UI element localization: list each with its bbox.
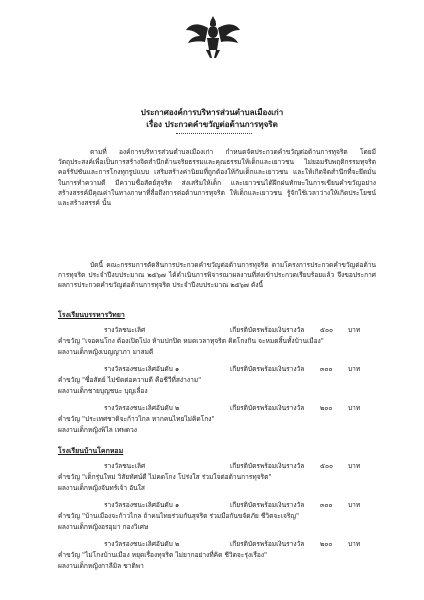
award-rank: รางวัลชนะเลิศ [104, 326, 146, 334]
award-amount: ๒๐๐ [320, 404, 333, 412]
award-amount: ๓๐๐ [320, 365, 333, 373]
award-winner: ผลงานเด็กหญิงพิไล เทพดวง [58, 426, 137, 434]
award-winner: ผลงานเด็กหญิงกาลีมิล ชาติพา [58, 562, 144, 570]
award-prize: เกียรติบัตรพร้อมเงินรางวัล [230, 540, 305, 548]
award-rank: รางวัลชนะเลิศ [104, 462, 146, 470]
award-row [58, 500, 376, 511]
intro-paragraph: ตามที่ องค์การบริหารส่วนตำบลเมืองเก่า กำหนดจัดประกวดคำขวัญต่อต้านการทุจริต โดยมีวัตถุประสงค์เพื่อเป็นการสร้างจิตสำนึกด้านจริยธรรมและคุณธรรมให้เด็กและเยาวชน ไม่ยอมรับพฤติกรรมทุจริตคอร์รัปชันและการโกงทุกรูปแบบ เสริมสร้างค่านิยมที่ถูกต้องให้กับเด็กและเยาวชน และให้เกิดจิตสำนึกที่จะยึดมั่นในการทำความดี มีความซื่อสัตย์สุจริต ส่งเสริมให้เด็ก และเยาวชนได้ฝึกฝนทักษะในการเขียนคำขวัญอย่างสร้างสรรค์มีคุณค่าในทางภาษาที่สื่อถึงการต่อต้านการทุจริต ให้เด็กและเยาวชน รู้จักใช้เวลาว่างให้เกิดประโยชน์และสร้างสรรค์ นั้น [58, 148, 376, 208]
award-amount: ๕๐๐ [320, 326, 334, 334]
award-prize: เกียรติบัตรพร้อมเงินรางวัล [230, 462, 305, 470]
award-slogan: คำขวัญ "เจอคนโกง ต้องเปิดโปง ห้ามปกปิด หมดเวลาทุจริต คิดโกงกิน จะหมดสิ้นทั้งบ้านเมือง" [58, 337, 324, 345]
award-rank: รางวัลรองชนะเลิศอันดับ ๒ [104, 404, 180, 412]
award-amount: ๕๐๐ [320, 462, 334, 470]
award-slogan: คำขวัญ "บ้านเมืองจะก้าวไกล ถ้าคนไทยร่วมกันสุจริต ร่วมมือกันขจัดภัย ชีวิตจะเจริญ" [58, 512, 300, 520]
award-unit: บาท [348, 540, 361, 548]
announcement-subject: เรื่อง ประกวดคำขวัญต่อต้านการทุจริต [146, 119, 278, 129]
school-name-2: โรงเรียนบ้านโคกหอม [58, 446, 124, 455]
award-slogan: คำขวัญ "เด็กรุ่นใหม่ วิสัยทัศน์ดี ไม่คดโกง โปร่งใส ร่วมใจต่อต้านการทุจริต" [58, 473, 272, 481]
award-amount: ๒๐๐ [320, 540, 333, 548]
award-winner: ผลงานเด็กหญิงจันทร์เจ้า อันใส [58, 484, 145, 492]
award-rank: รางวัลรองชนะเลิศอันดับ ๑ [104, 501, 180, 509]
award-prize: เกียรติบัตรพร้อมเงินรางวัล [230, 404, 305, 412]
award-amount: ๓๐๐ [320, 501, 333, 509]
award-row [58, 461, 376, 472]
award-winner: ผลงานเด็กชายบุญชนะ บุญเลื่อง [58, 387, 148, 395]
award-winner: ผลงานเด็กหญิงเบญญาภา มาสมดี [58, 348, 154, 356]
award-row [58, 325, 376, 336]
award-prize: เกียรติบัตรพร้อมเงินรางวัล [230, 326, 305, 334]
title-divider [176, 133, 252, 134]
award-rank: รางวัลรองชนะเลิศอันดับ ๑ [104, 365, 180, 373]
award-row [58, 403, 376, 414]
garuda-emblem-icon [184, 14, 242, 60]
announcement-title: ประกาศองค์การบริหารส่วนตำบลเมืองเก่า [140, 107, 284, 117]
award-row [58, 539, 376, 550]
award-prize: เกียรติบัตรพร้อมเงินรางวัล [230, 365, 305, 373]
award-unit: บาท [348, 501, 361, 509]
award-unit: บาท [348, 404, 361, 412]
award-winner: ผลงานเด็กหญิงอรอุมา กองวิเศษ [58, 523, 149, 531]
award-slogan: คำขวัญ "ซื่อสัตย์ ไม่ขัดต่อความดี คือชีวีที่สง่างาม" [58, 376, 202, 384]
school-name-1: โรงเรียนบรรหารวิทยา [58, 310, 125, 319]
award-rank: รางวัลรองชนะเลิศอันดับ ๒ [104, 540, 180, 548]
award-slogan: คำขวัญ "ประเทศชาติจะก้าวไกล หากคนไทยไม่คิดโกง" [58, 415, 215, 423]
award-slogan: คำขวัญ "ไม่โกงบ้านเมือง หยุดเรื่องทุจริต ไม่ยากอย่างที่คิด ชีวิตจะรุ่งเรือง" [58, 551, 268, 559]
award-unit: บาท [348, 326, 361, 334]
award-unit: บาท [348, 462, 361, 470]
award-prize: เกียรติบัตรพร้อมเงินรางวัล [230, 501, 305, 509]
award-unit: บาท [348, 365, 361, 373]
result-paragraph: บัดนี้ คณะกรรมการตัดสินการประกวดคำขวัญต่อต้านการทุจริต ตามโครงการประกวดคำขวัญต่อต้านการทุจริต ประจำปีงบประมาณ ๒๕๖๗ ได้ดำเนินการพิจารณาผลงานที่ส่งเข้าประกวดเรียบร้อยแล้ว จึงขอประกาศผลการประกวดคำขวัญต่อต้านการทุจริต ประจำปีงบประมาณ ๒๕๖๗ ดังนี้ [58, 261, 376, 290]
award-row [58, 364, 376, 375]
